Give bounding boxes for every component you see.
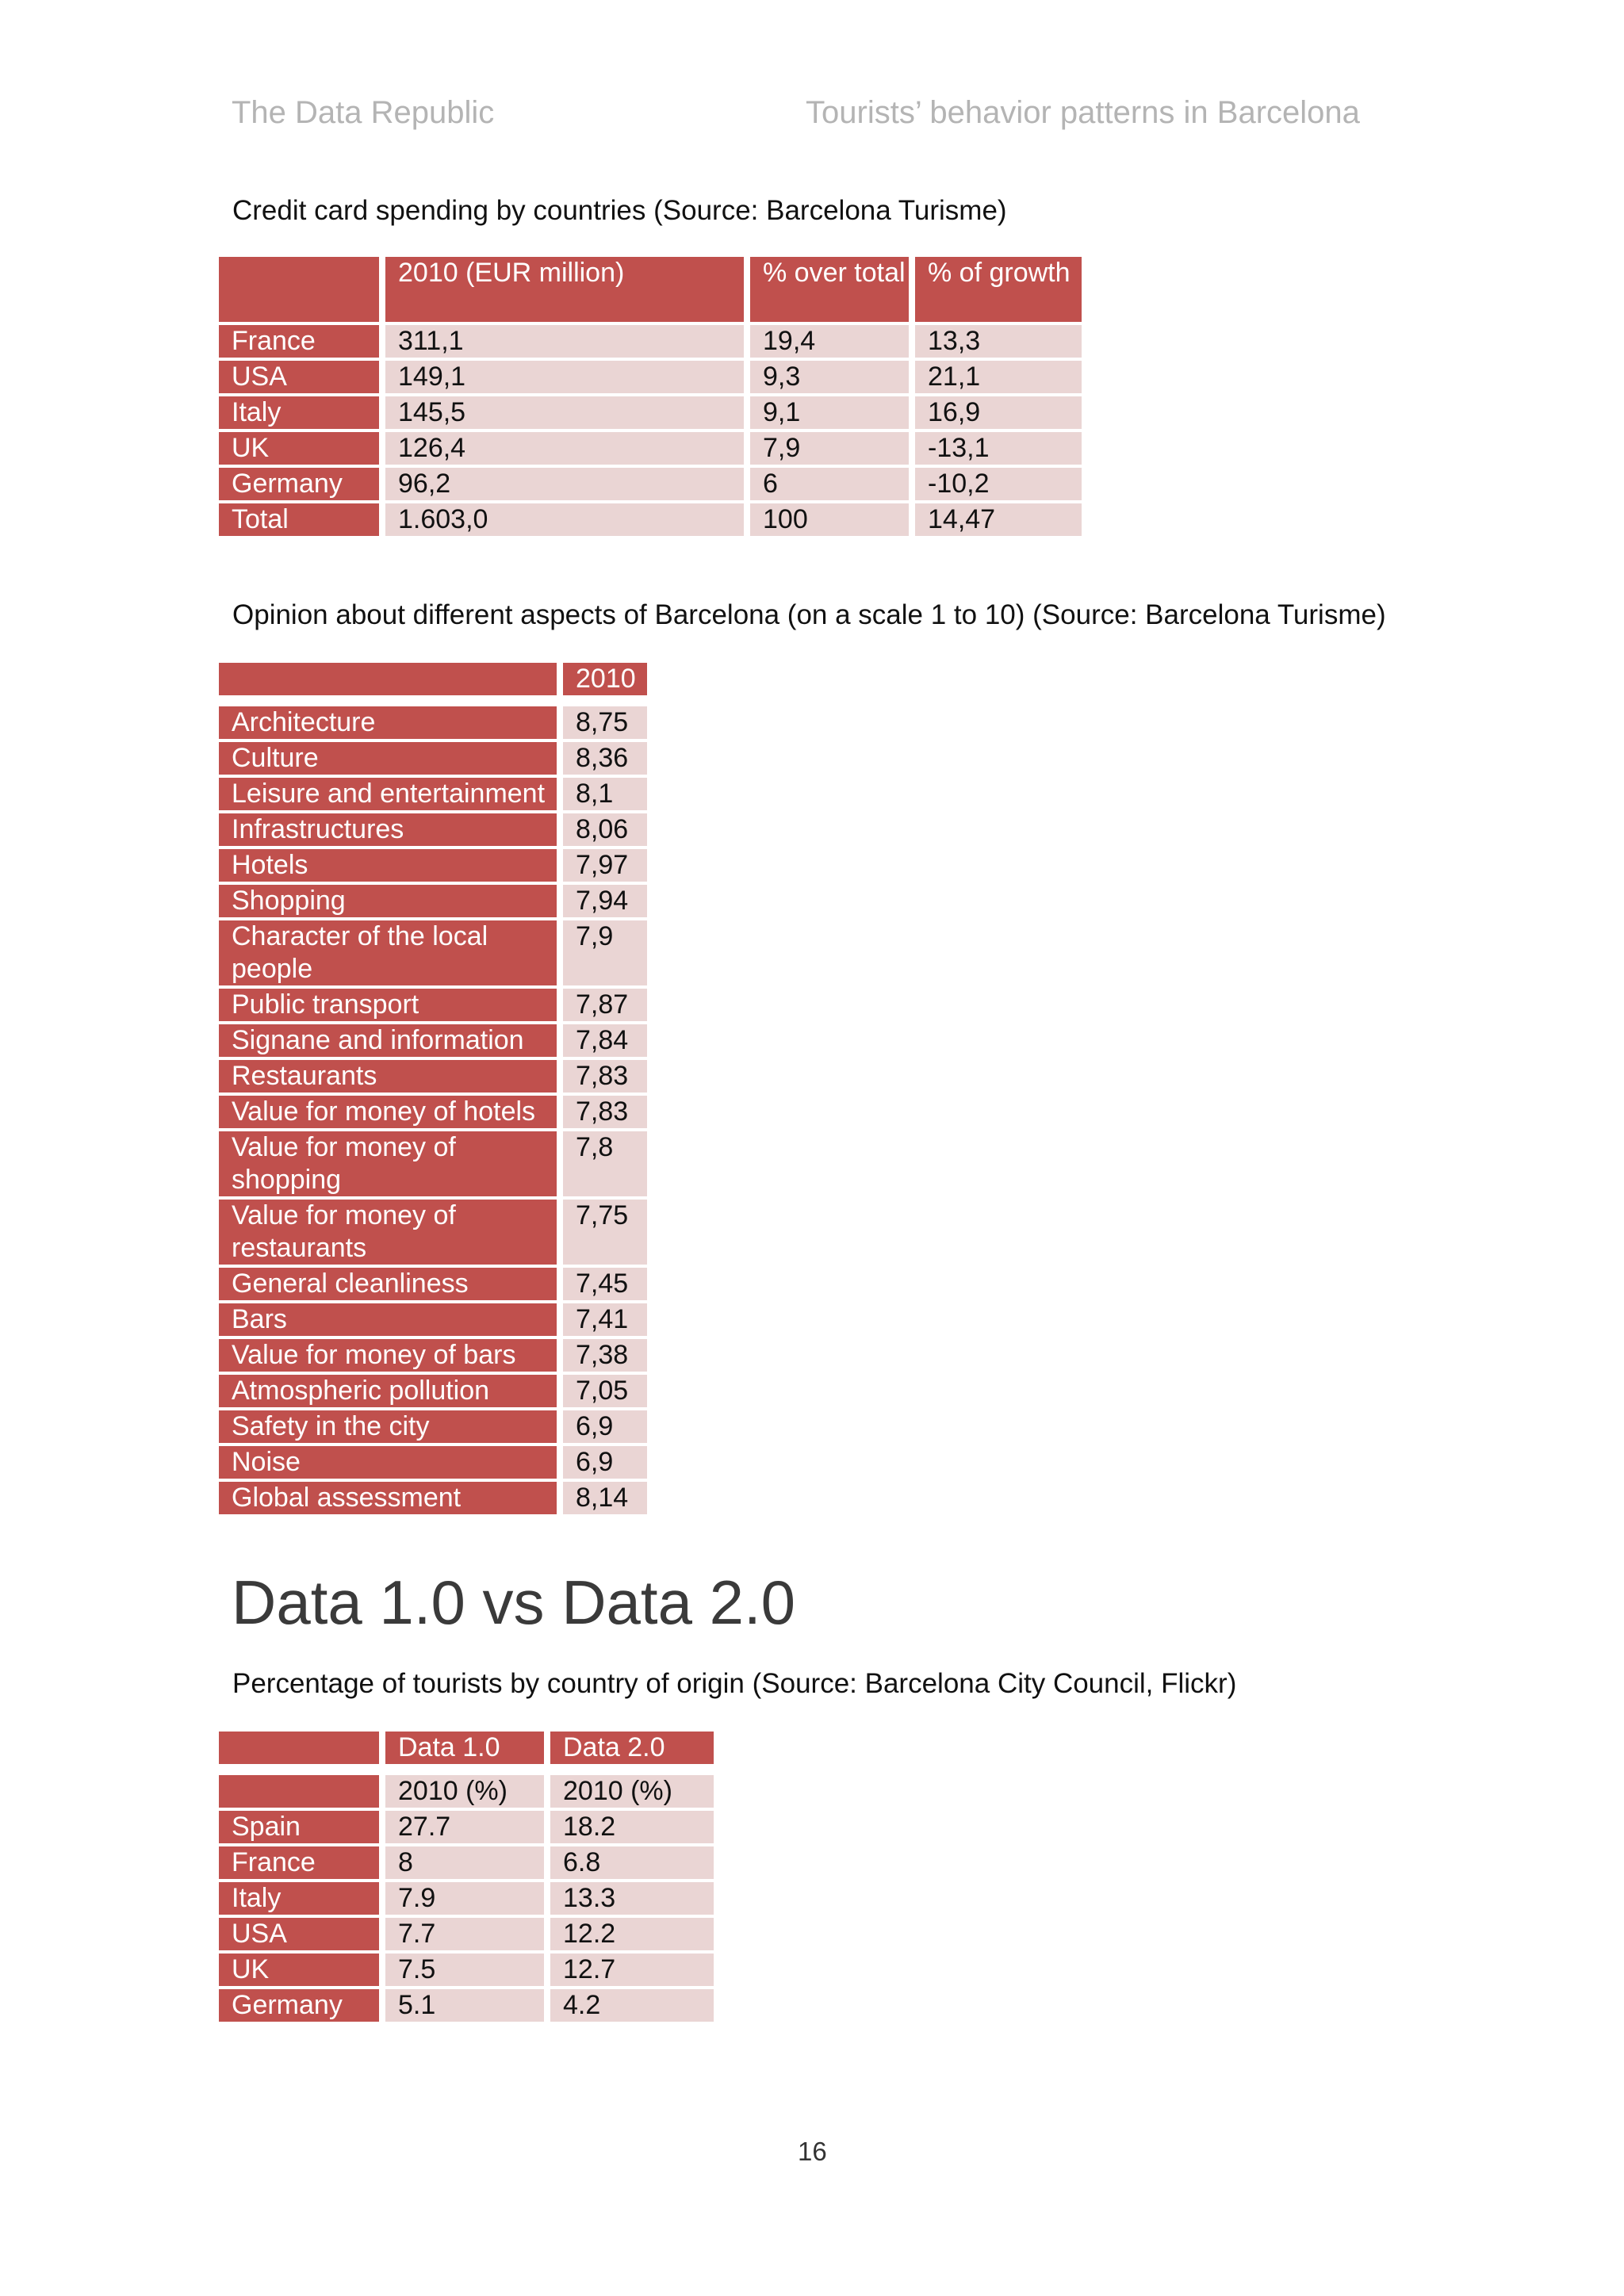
table-cell: 7,38: [563, 1339, 647, 1372]
row-header: Spain: [219, 1811, 379, 1843]
column-header: % of growth: [915, 257, 1082, 322]
table-cell: 126,4: [385, 432, 744, 465]
row-header: Italy: [219, 1882, 379, 1915]
table-row: [219, 1200, 647, 1265]
row-header: Bars: [219, 1303, 557, 1336]
table-cell: 7,83: [563, 1060, 647, 1093]
table-cell: 7,94: [563, 885, 647, 917]
table-row: [219, 1410, 647, 1443]
table-row: [219, 885, 647, 917]
table-row: [219, 778, 647, 810]
table-cell: 12.2: [550, 1918, 714, 1950]
row-header: Atmospheric pollution: [219, 1375, 557, 1407]
opinion-table: [213, 660, 653, 1517]
table-cell: 8,1: [563, 778, 647, 810]
column-header: Data 2.0: [550, 1732, 714, 1764]
table-row: [219, 920, 647, 985]
column-header: 2010 (EUR million): [385, 257, 744, 322]
page-number: 16: [798, 2137, 827, 2166]
running-header-right: Tourists’ behavior patterns in Barcelona: [806, 95, 1360, 130]
row-header: [219, 1775, 379, 1808]
table-cell: 7.5: [385, 1954, 544, 1986]
row-header: General cleanliness: [219, 1268, 557, 1300]
table-row: [219, 432, 1082, 465]
table-cell: 149,1: [385, 361, 744, 393]
table-cell: 2010 (%): [385, 1775, 544, 1808]
table-row: [219, 396, 1082, 429]
table-row: [219, 1882, 714, 1915]
table-row: [219, 1375, 647, 1407]
table-cell: 7,45: [563, 1268, 647, 1300]
table-cell: 4.2: [550, 1989, 714, 2022]
origin-caption: Percentage of tourists by country of origin (Source: Barcelona City Council, Flickr): [232, 1668, 1237, 1699]
row-header: Value for money of bars: [219, 1339, 557, 1372]
column-header: [219, 1732, 379, 1764]
table-row: [219, 1060, 647, 1093]
table-cell: 14,47: [915, 503, 1082, 536]
row-header: Safety in the city: [219, 1410, 557, 1443]
table-cell: 7,05: [563, 1375, 647, 1407]
section-heading: Data 1.0 vs Data 2.0: [232, 1567, 796, 1637]
table-cell: 6,9: [563, 1446, 647, 1479]
table-cell: 96,2: [385, 468, 744, 500]
row-header: Character of the local people: [219, 920, 557, 985]
credit-card-table: [213, 254, 1088, 539]
table-cell: 145,5: [385, 396, 744, 429]
row-header: Value for money of hotels: [219, 1096, 557, 1128]
table-row: [219, 1446, 647, 1479]
row-header: Value for money of shopping: [219, 1131, 557, 1196]
table-cell: 6: [750, 468, 909, 500]
table-cell: 7,41: [563, 1303, 647, 1336]
table-cell: 8,36: [563, 742, 647, 775]
table-row: [219, 1024, 647, 1057]
table-row: [219, 1918, 714, 1950]
table-row: [219, 361, 1082, 393]
row-header: Infrastructures: [219, 813, 557, 846]
table-cell: 27.7: [385, 1811, 544, 1843]
row-header: Germany: [219, 1989, 379, 2022]
row-header: UK: [219, 1954, 379, 1986]
table-row: [219, 849, 647, 882]
row-header: Value for money of restaurants: [219, 1200, 557, 1265]
table-row: [219, 1268, 647, 1300]
table-cell: 8,14: [563, 1482, 647, 1514]
table-row: [219, 706, 647, 739]
row-header: Germany: [219, 468, 379, 500]
table-cell: 21,1: [915, 361, 1082, 393]
table-row: [219, 1811, 714, 1843]
table-row: [219, 1954, 714, 1986]
table-cell: 9,1: [750, 396, 909, 429]
column-header: Data 1.0: [385, 1732, 544, 1764]
table-row: [219, 468, 1082, 500]
credit-card-caption: Credit card spending by countries (Source: Barcelona Turisme): [232, 195, 1007, 226]
row-header: Culture: [219, 742, 557, 775]
table-cell: 7,87: [563, 989, 647, 1021]
table-row: [219, 1131, 647, 1196]
table-row: [219, 1303, 647, 1336]
row-header: Italy: [219, 396, 379, 429]
table-cell: 7,84: [563, 1024, 647, 1057]
table-cell: 2010 (%): [550, 1775, 714, 1808]
row-header: UK: [219, 432, 379, 465]
table-cell: 1.603,0: [385, 503, 744, 536]
origin-table: [213, 1728, 720, 2025]
table-cell: -10,2: [915, 468, 1082, 500]
table-cell: 9,3: [750, 361, 909, 393]
table-header-row: [219, 257, 1082, 322]
row-header: USA: [219, 1918, 379, 1950]
row-header: Leisure and entertainment: [219, 778, 557, 810]
row-header: Global assessment: [219, 1482, 557, 1514]
table-cell: -13,1: [915, 432, 1082, 465]
table-row: [219, 989, 647, 1021]
row-header: Public transport: [219, 989, 557, 1021]
table-row: [219, 503, 1082, 536]
row-header: USA: [219, 361, 379, 393]
table-cell: 8: [385, 1846, 544, 1879]
table-cell: 7.9: [385, 1882, 544, 1915]
table-cell: 7,9: [750, 432, 909, 465]
table-cell: 6.8: [550, 1846, 714, 1879]
table-cell: 19,4: [750, 325, 909, 358]
table-cell: 16,9: [915, 396, 1082, 429]
table-cell: 12.7: [550, 1954, 714, 1986]
row-header: France: [219, 325, 379, 358]
running-header-left: The Data Republic: [232, 95, 495, 130]
table-cell: 5.1: [385, 1989, 544, 2022]
table-row: [219, 325, 1082, 358]
table-cell: 100: [750, 503, 909, 536]
table-cell: 8,75: [563, 706, 647, 739]
table-subheader-row: [219, 1775, 714, 1808]
row-header: Restaurants: [219, 1060, 557, 1093]
table-header-row: [219, 1732, 714, 1764]
table-cell: 13.3: [550, 1882, 714, 1915]
column-header: 2010: [563, 663, 647, 695]
table-row: [219, 1989, 714, 2022]
row-header: Signane and information: [219, 1024, 557, 1057]
row-header: France: [219, 1846, 379, 1879]
table-cell: 7.7: [385, 1918, 544, 1950]
table-row: [219, 1096, 647, 1128]
table-row: [219, 1482, 647, 1514]
table-row: [219, 1339, 647, 1372]
column-header: [219, 663, 557, 695]
column-header: % over total: [750, 257, 909, 322]
table-cell: 311,1: [385, 325, 744, 358]
table-cell: 7,83: [563, 1096, 647, 1128]
table-cell: 6,9: [563, 1410, 647, 1443]
row-header: Noise: [219, 1446, 557, 1479]
table-cell: 7,8: [563, 1131, 647, 1196]
table-header-row: [219, 663, 647, 695]
table-cell: 7,97: [563, 849, 647, 882]
table-cell: 13,3: [915, 325, 1082, 358]
table-cell: 7,75: [563, 1200, 647, 1265]
row-header: Architecture: [219, 706, 557, 739]
column-header: [219, 257, 379, 322]
table-row: [219, 1846, 714, 1879]
table-row: [219, 813, 647, 846]
row-header: Hotels: [219, 849, 557, 882]
row-header: Total: [219, 503, 379, 536]
table-cell: 7,9: [563, 920, 647, 985]
opinion-caption: Opinion about different aspects of Barcelona (on a scale 1 to 10) (Source: Barcelona Turisme): [232, 599, 1386, 630]
row-header: Shopping: [219, 885, 557, 917]
table-row: [219, 742, 647, 775]
table-cell: 18.2: [550, 1811, 714, 1843]
table-cell: 8,06: [563, 813, 647, 846]
